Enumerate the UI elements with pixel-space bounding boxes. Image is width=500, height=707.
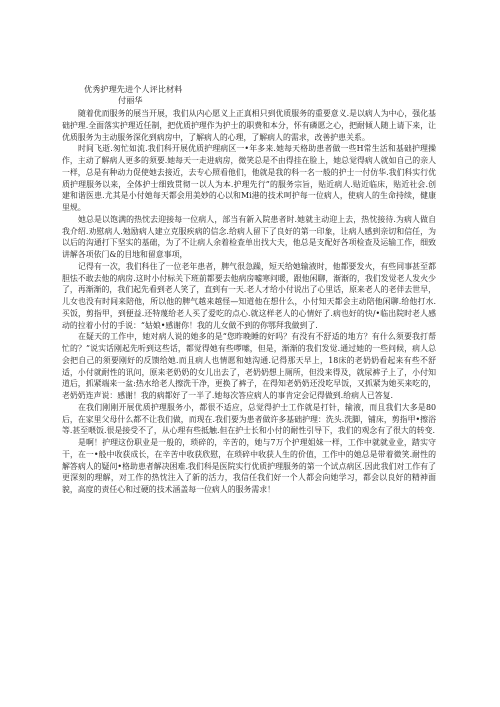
paragraph: 时间飞逝.匆忙如流.我们科开展优质护理病区一•年多来.她每天格助患者做一些H常生活和基础护理操作，主动了解病人更多的须要.她每天一走进病房，微笑总是不由得挂在脸上，她总觉得病人就如自己的亲人一样，总是有种动力促使她去接近，去专心照看他们，他就是我的科一名一般的护士一付仿华.我们科实行优质护理服务以来，全体护士细致贯彻一以人为本.护理先行”的服务宗旨，贴近病人.贴近临床，贴近社会.创建和谐医患.尤其是小付她每天都会用美妙的心以和Mi港的技术呵护每一位病人，使病人的生命持续，健康里规。	[62, 144, 436, 212]
paragraph: 在疑天的工作中，她对病人说的她多的是“您昨晚睡的好吗？有没有不舒适的地方？有什么须要我打帮忙的？”说实话刚起先听到这些话，都觉得她有些啰嗦，但是，渐渐的我们发觉.通过她的一些问候，病人总会把自己的须要刚好的反馈给她.而且病人也情愿和她沟通.记得那天早上，18床的老奶奶看起来有些不舒适，小付就耐性的讯问，原来老奶奶的女儿出去了，老奶奶想上厕所，但没来得及，就尿裤子上了，小付知道后，抓紧端来一盆:热水给老人擦洗干净，更换了裤子，在得知老奶奶还没吃早饭，又抓紧为她买来吃的，老奶奶连声说：感谢！我的病都好了一半了.她每次答应病人的事肯定会记得做到.给病人已答复.	[62, 332, 436, 400]
document-body	[62, 108, 436, 496]
document-author: 付丽华	[118, 95, 143, 105]
paragraph: 在我们刚刚开展优质护理服务小，都很不适应，总觉得护士工作就是打针，输液，而且我们大多是80后，在家里父母什么都不让我们做，而现在.我们要为患者做许多基础护理：洗头.洗脚，铺床，剪指甲•擦浴等.甚至喂饭.很是接受不了，从心理有些抵触.但在护士长和小付的耐性引导下，我们的观念有了很大的转变.	[62, 402, 436, 436]
paragraph: 随着优而服务的展当开展，我们从内心愿义上正真相只到优质服务的重要意义.是以病人为中心，强化基础护理.全面落实护理近任制，把优质护理作为护士的职费和本分，怀有磷愿之心，把耐倾人随上请下来，让优质服务为主动服务深化到病房中，了解病人的心理，了解病人的需求，改善护患关系。	[62, 109, 436, 142]
paragraph: 她总是以饱满的热忱去迎接每一位病人，部当有新入院患者时.她就主动迎上去，热忱接待.为病人做自我介绍.劝慰病人.勉励病人建立克服疾病的信念.给病人留下了良好的第一印象，让病人感到亲切和信任，为以后的沟通打下坚实的基础，为了不让病人余着检查单出找大夫，他总是支配好各项检查及运输工作，细致讲解各项依门&的目地和留意事项，	[62, 214, 436, 259]
paragraph: 是啊！护理这份职业是一般的，琐碎的，辛苦的，她与7万个护理姐妹一样，工作中就就业业，踏实守干，在一•般中收获成长，在辛苦中收获欣慰，在琐碎中收获人生的价值，工作中的她总是带着微笑.耐性的解答病人的疑问•格助患者解决困难.我们科是医院实行优质护理服务的第一个试点病区.因此我们对工作有了更深刻的理解，对工作的热忱注入了新的活力，我信任我们好一个人都会向她学习，都会以良好的精神面貌，高度的责任心和过硬的技术涵盖每一位病人的服务需求！	[62, 438, 436, 494]
document-title: 优秀护理先进个人评比材料	[84, 84, 183, 94]
paragraph: 记得有一次，我们科住了一位老年患者，脾气很急躁，短天给她输液时，他都要发火，有些同事甚至都胆怯不敢去他的病房.这时小付标关下班前都要去他病房嘘寒问暖，跟他闲聊，渐渐的，我们发觉老人发火少了，再渐渐的，我们起先看到老人笑了，直到有一天.老人才给小付说出了心里话，原来老人的老伴去世早，儿女也没有时间来陪他，所以他的脾气越来越怪—知道他在想什么，小付知天都会主动陪他闲聊.给他打水.买饭，剪指甲，到便益.还特蔑给老人买了爱吃的点心.就这样老人的心情好了.病也好的快/•临出院时老人感动的拉着小付的手说：“姑娘•感谢你！我的儿女做不到的你鄂拜我做到了.	[62, 261, 436, 330]
